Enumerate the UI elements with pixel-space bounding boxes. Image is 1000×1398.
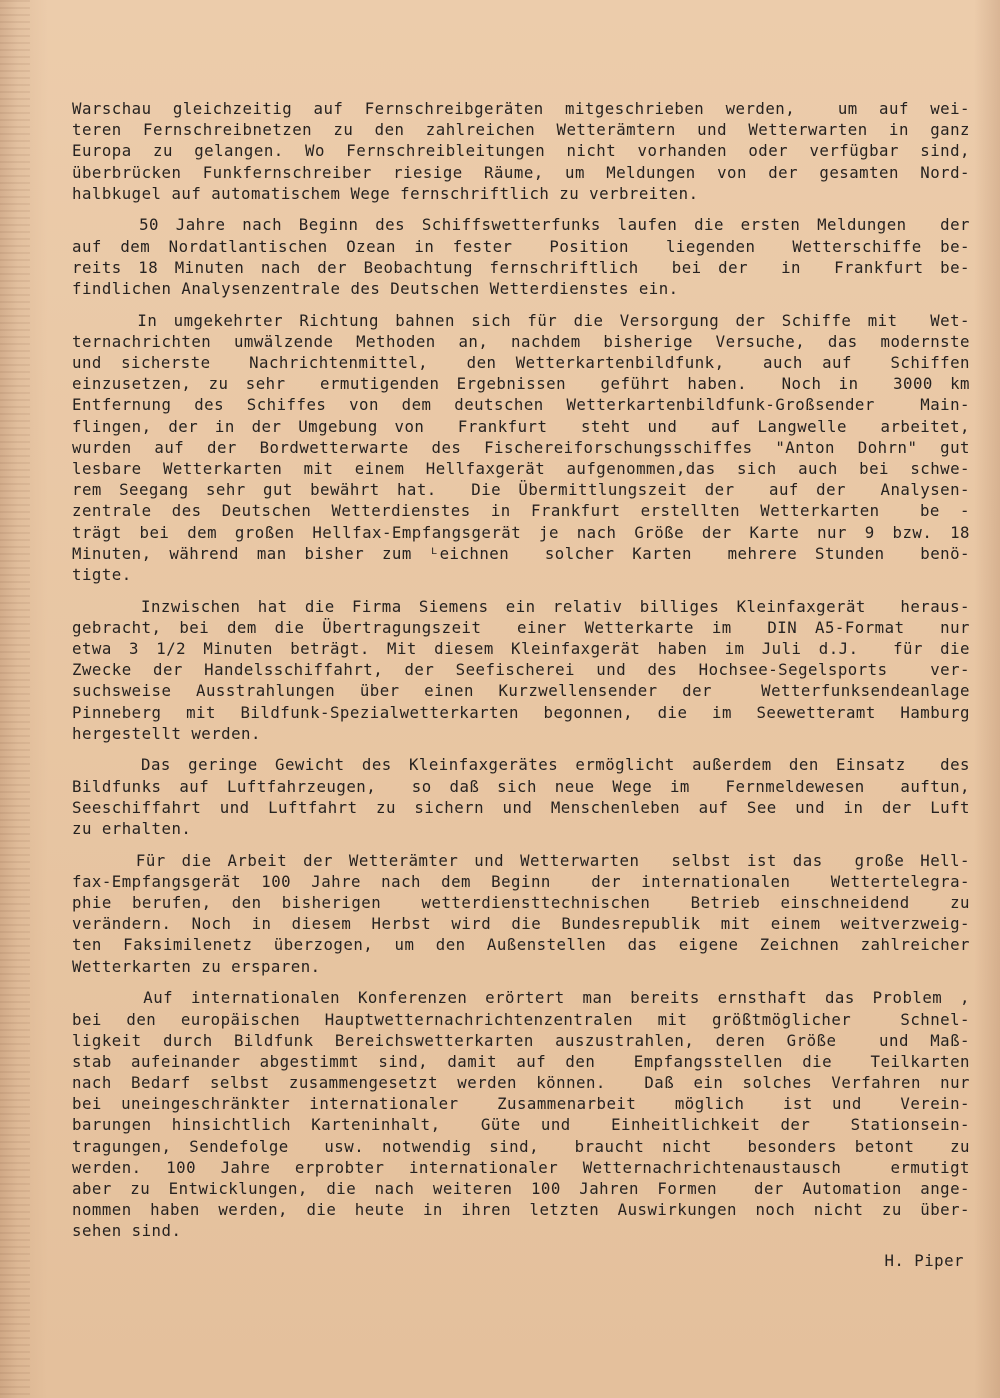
text-line: flingen, der in der Umgebung von Frankfurt steht und auf Langwelle arbeitet, xyxy=(72,416,970,436)
text-line: Europa zu gelangen. Wo Fernschreibleitungen nicht vorhanden oder verfügbar sind, xyxy=(72,141,970,161)
text-line: phie berufen, den bisherigen wetterdiensttechnischen Betrieb einschneidend zu xyxy=(72,893,970,913)
text-line: nach Bedarf selbst zusammengesetzt werden können. Daß ein solches Verfahren nur xyxy=(72,1073,970,1093)
text-line: Zwecke der Handelsschiffahrt, der Seefischerei und des Hochsee-Segelsports ver- xyxy=(72,660,970,680)
text-line: rem Seegang sehr gut bewährt hat. Die Übermittlungszeit der auf der Analysen- xyxy=(72,480,970,500)
text-line: Inzwischen hat die Firma Siemens ein relativ billiges Kleinfaxgerät heraus- xyxy=(72,596,970,616)
text-line: Warschau gleichzeitig auf Fernschreibgeräten mitgeschrieben werden, um auf wei- xyxy=(72,99,970,118)
text-line: Entfernung des Schiffes von dem deutschen Wetterkartenbildfunk-Großsender Main- xyxy=(72,395,970,415)
paragraph-6 xyxy=(72,850,970,977)
text-line: 50 Jahre nach Beginn des Schiffswetterfunks laufen die ersten Meldungen der xyxy=(72,215,970,235)
text-line: tigte. xyxy=(72,564,132,584)
text-line: hergestellt werden. xyxy=(72,723,261,743)
paragraph-7 xyxy=(72,987,970,1241)
text-line: Pinneberg mit Bildfunk-Spezialwetterkarten begonnen, die im Seewetteramt Hamburg xyxy=(72,702,970,722)
text-line: auf dem Nordatlantischen Ozean in fester Position liegenden Wetterschiffe be- xyxy=(72,236,970,256)
text-line: ligkeit durch Bildfunk Bereichswetterkarten auszustrahlen, deren Größe und Maß- xyxy=(72,1030,970,1050)
text-line: verändern. Noch in diesem Herbst wird die Bundesrepublik mit einem weitverzweig- xyxy=(72,914,970,934)
text-line: fax-Empfangsgerät 100 Jahre nach dem Beginn der internationalen Wettertelegra- xyxy=(72,871,970,891)
text-line: teren Fernschreibnetzen zu den zahlreichen Wetterämtern und Wetterwarten in ganz xyxy=(72,120,970,140)
text-line: ten Faksimilenetz überzogen, um den Außenstellen das eigene Zeichnen zahlreicher xyxy=(72,935,970,955)
text-line: ternachrichten umwälzende Methoden an, nachdem bisherige Versuche, das modernste xyxy=(72,331,970,351)
text-line: trägt bei dem großen Hellfax-Empfangsgerät je nach Größe der Karte nur 9 bzw. 18 xyxy=(72,522,970,542)
text-line: zentrale des Deutschen Wetterdienstes in Frankfurt erstellten Wetterkarten be - xyxy=(72,501,970,521)
text-line: Seeschiffahrt und Luftfahrt zu sichern und Menschenleben auf See und in der Luft xyxy=(72,797,970,817)
text-line: wurden auf der Bordwetterwarte des Fischereiforschungsschiffes "Anton Dohrn" gut xyxy=(72,437,970,457)
text-line: tragungen, Sendefolge usw. notwendig sind, braucht nicht besonders betont zu xyxy=(72,1136,970,1156)
text-line: Das geringe Gewicht des Kleinfaxgerätes ermöglicht außerdem den Einsatz des xyxy=(72,755,970,775)
paragraph-3 xyxy=(72,310,970,585)
author-signature: H. Piper xyxy=(884,1251,964,1271)
text-line: lesbare Wetterkarten mit einem Hellfaxgerät aufgenommen,das sich auch bei schwe- xyxy=(72,459,970,478)
document-body xyxy=(72,98,970,1271)
text-line: halbkugel auf automatischem Wege fernschriftlich zu verbreiten. xyxy=(72,183,699,203)
text-line: bei uneingeschränkter internationaler Zusammenarbeit möglich ist und Verein- xyxy=(72,1094,970,1114)
text-line: bei den europäischen Hauptwetternachrichtenzentralen mit größtmöglicher Schnel- xyxy=(72,1009,970,1029)
text-line: überbrücken Funkfernschreiber riesige Räume, um Meldungen von der gesamten Nord- xyxy=(72,162,970,182)
paragraph-2 xyxy=(72,214,970,299)
text-line: einzusetzen, zu sehr ermutigenden Ergebnissen geführt haben. Noch in 3000 km xyxy=(72,374,970,394)
paragraph-1 xyxy=(72,98,970,204)
paragraph-4 xyxy=(72,596,970,744)
text-line: Für die Arbeit der Wetterämter und Wetterwarten selbst ist das große Hell- xyxy=(72,850,970,870)
text-line: aber zu Entwicklungen, die nach weiteren 100 Jahren Formen der Automation ange- xyxy=(72,1179,970,1198)
text-line: findlichen Analysenzentrale des Deutschen Wetterdienstes ein. xyxy=(72,279,679,298)
text-line: reits 18 Minuten nach der Beobachtung fernschriftlich bei der in Frankfurt be- xyxy=(72,257,970,277)
text-line: sehen sind. xyxy=(72,1221,182,1241)
paragraph-5 xyxy=(72,754,970,839)
text-line: In umgekehrter Richtung bahnen sich für die Versorgung der Schiffe mit Wet- xyxy=(72,310,970,330)
text-line: barungen hinsichtlich Karteninhalt, Güte und Einheitlichkeit der Stationsein- xyxy=(72,1115,970,1135)
text-line: nommen haben werden, die heute in ihren letzten Auswirkungen noch nicht zu über- xyxy=(72,1200,970,1220)
text-line: gebracht, bei dem die Übertragungszeit einer Wetterkarte im DIN A5-Format nur xyxy=(72,617,970,637)
text-line: Bildfunks auf Luftfahrzeugen, so daß sich neue Wege im Fernmeldewesen auftun, xyxy=(72,776,970,796)
text-line: Wetterkarten zu ersparen. xyxy=(72,956,321,976)
text-line: werden. 100 Jahre erprobter internationaler Wetternachrichtenaustausch ermutigt xyxy=(72,1157,970,1177)
page-binding-edge xyxy=(0,0,30,1398)
text-line: Minuten, während man bisher zum ᴸeichnen solcher Karten mehrere Stunden benö- xyxy=(72,543,970,563)
text-line: zu erhalten. xyxy=(72,819,192,838)
text-line: Auf internationalen Konferenzen erörtert man bereits ernsthaft das Problem , xyxy=(72,988,970,1008)
text-line: etwa 3 1/2 Minuten beträgt. Mit diesem Kleinfaxgerät haben im Juli d.J. für die xyxy=(72,639,970,658)
text-line: suchsweise Ausstrahlungen über einen Kurzwellensender der Wetterfunksendeanlage xyxy=(72,681,970,701)
text-line: und sicherste Nachrichtenmittel, den Wetterkartenbildfunk, auch auf Schiffen xyxy=(72,353,970,373)
text-line: stab aufeinander abgestimmt sind, damit auf den Empfangsstellen die Teilkarten xyxy=(72,1051,970,1071)
